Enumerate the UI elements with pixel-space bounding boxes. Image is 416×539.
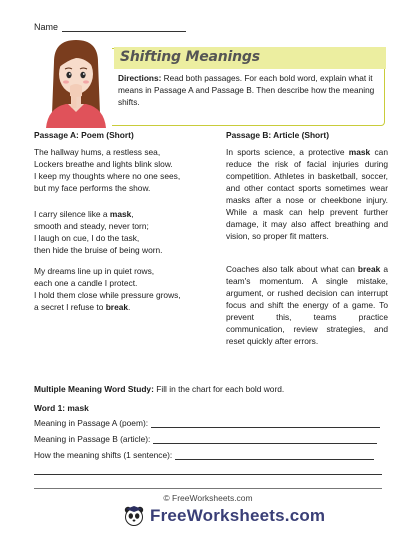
- poem-line: I laugh on cue, I do the task,: [34, 233, 140, 243]
- bold-word-break: break: [105, 302, 129, 312]
- word-heading: Word 1: mask: [34, 403, 89, 413]
- poem-line: then hide the bruise of being worn.: [34, 245, 163, 255]
- passage-a-stanza-3: [34, 265, 214, 313]
- footer-divider: [34, 488, 382, 489]
- poem-line: but my face performs the show.: [34, 183, 151, 193]
- directions-text: Read both passages. For each bold word, explain what it means in Passage A and Passage B. Then describe how the meaning shifts.: [118, 73, 375, 107]
- footer-link[interactable]: © FreeWorksheets.com: [163, 493, 253, 503]
- answer-label: How the meaning shifts (1 sentence):: [34, 450, 173, 460]
- passage-b-paragraph-1: In sports science, a protective mask can reduce the risk of facial injuries during competition. Athletes in basketball, soccer, and other contact sports sometimes wear masks after a nose or cheekbone injury. While a mask can help prevent further damage, it may also affect breathing and vision, so proper fit matters.: [226, 147, 388, 241]
- directions: [118, 72, 380, 108]
- passage-a-stanza-1: [34, 146, 214, 194]
- answer-field-poem[interactable]: [151, 417, 380, 428]
- bold-word-break: break: [357, 264, 381, 274]
- poem-line: each one a candle I protect.: [34, 278, 138, 288]
- answer-row-article: [34, 433, 377, 444]
- bold-word-mask: mask: [109, 209, 132, 219]
- answer-label: Meaning in Passage B (article):: [34, 434, 151, 444]
- name-field[interactable]: [62, 22, 186, 32]
- answer-label: Meaning in Passage A (poem):: [34, 418, 149, 428]
- title-band: [114, 47, 386, 69]
- poem-line: I hold them close while pressure grows,: [34, 290, 181, 300]
- poem-line: a secret I refuse to break.: [34, 302, 131, 312]
- poem-line: I keep my thoughts where no one sees,: [34, 171, 181, 181]
- answer-field-shift-extra[interactable]: [34, 474, 382, 475]
- answer-row-shift: [34, 449, 374, 460]
- bold-word-mask: mask: [348, 147, 371, 157]
- poem-line: smooth and steady, never torn;: [34, 221, 149, 231]
- passage-a-heading: Passage A: Poem (Short): [34, 130, 134, 140]
- panda-logo-icon: [123, 505, 145, 527]
- poem-line: My dreams line up in quiet rows,: [34, 266, 155, 276]
- page-title: Shifting Meanings: [120, 49, 260, 65]
- answer-row-poem: [34, 417, 380, 428]
- girl-illustration: [28, 32, 124, 128]
- passage-b-heading: Passage B: Article (Short): [226, 130, 330, 140]
- name-row: [34, 22, 186, 32]
- poem-line: Lockers breathe and lights blink slow.: [34, 159, 173, 169]
- poem-line: The hallway hums, a restless sea,: [34, 147, 161, 157]
- answer-field-shift[interactable]: [175, 449, 374, 460]
- passage-b-paragraph-2: Coaches also talk about what can break a team's momentum. A single mistake, argument, or rushed decision can interrupt focus and shift the energy of a game. To prevent this, teams practice communication, review strategies, and reset quickly after errors.: [226, 264, 388, 346]
- brand-logo: FreeWorksheets.com: [150, 506, 326, 525]
- passage-a-stanza-2: [34, 208, 214, 256]
- answer-field-article[interactable]: [153, 433, 377, 444]
- name-label: Name: [34, 22, 59, 32]
- poem-line: I carry silence like a mask,: [34, 209, 134, 219]
- directions-label: Directions:: [118, 73, 162, 83]
- chart-instructions: Multiple Meaning Word Study: Fill in the chart for each bold word.: [34, 384, 285, 394]
